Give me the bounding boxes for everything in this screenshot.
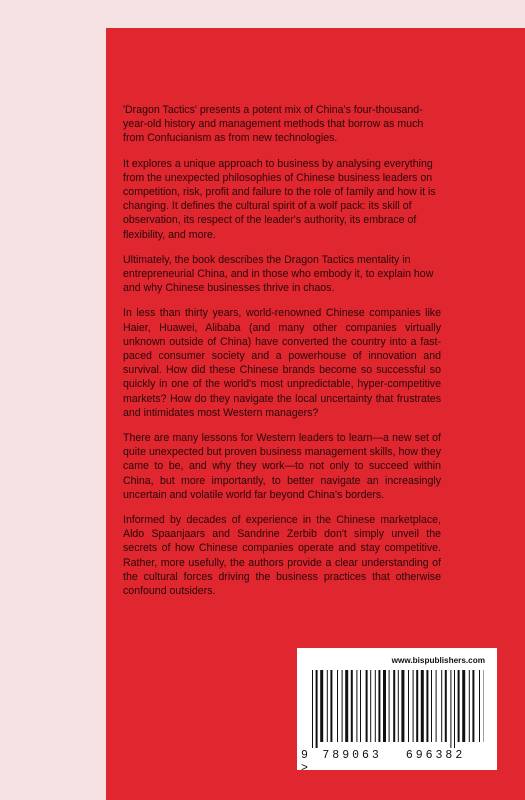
- barcode-bar: [398, 670, 399, 742]
- barcode-bar: [389, 670, 390, 742]
- blurb-paragraph-1: 'Dragon Tactics' presents a potent mix of China's four-thousand-year-old history and management methods that borrow as much from Confucianism as from new technologies.: [123, 104, 424, 145]
- blurb-paragraph-2: It explores a unique approach to business by analysing everything from the unexpected philosophies of Chinese business leaders on competition, risk, profit and failure to the role of family and how it is changing. It defines the cultural spirit of a wolf pack: its skill of observation, its respect of the leader's authority, its embrace of flexibility, and more.: [123, 157, 436, 241]
- barcode-bar: [351, 670, 353, 742]
- isbn-group-1: 789063: [322, 749, 382, 762]
- barcode-bar: [383, 670, 386, 742]
- barcode-bar: [345, 670, 348, 742]
- barcode-bar: [356, 670, 357, 742]
- barcode-bar: [469, 670, 470, 742]
- isbn-barcode: [312, 670, 484, 748]
- barcode-bar: [408, 670, 409, 742]
- barcode-bar: [312, 670, 313, 748]
- barcode-bar: [413, 670, 414, 742]
- blurb-paragraph-6: Informed by decades of experience in the Chinese marketplace, Aldo Spaanjaars and Sandrine Zerbib don't simply unveil the secrets of how Chinese companies operate and stay competitive. Rather, more usefully, the authors provide a clear understanding of the cultural forces driving the business practices that otherwise confound outsiders.: [123, 514, 441, 598]
- barcode-box: [297, 648, 497, 775]
- barcode-bar: [462, 670, 465, 742]
- barcode-bar: [378, 670, 380, 742]
- barcode-bar: [327, 670, 328, 742]
- barcode-bar: [479, 670, 480, 742]
- isbn-group-2: 696382: [405, 749, 466, 762]
- barcode-bar: [360, 670, 361, 742]
- isbn-digits: [301, 749, 493, 775]
- barcode-bar: [472, 670, 474, 742]
- barcode-bar: [393, 670, 395, 742]
- barcode-bar: [416, 670, 418, 742]
- barcode-bar: [458, 670, 460, 742]
- barcode-bar: [431, 670, 432, 742]
- barcode-bar: [342, 670, 343, 742]
- barcode-bar: [401, 670, 404, 742]
- barcode-bar: [337, 670, 338, 742]
- barcode-bar: [316, 670, 318, 748]
- barcode-bar: [366, 670, 368, 742]
- barcode-bar: [454, 670, 455, 748]
- barcode-bar: [445, 670, 447, 742]
- barcode-bar: [426, 670, 428, 742]
- barcode-bar: [450, 670, 451, 748]
- publisher-url: www.bispublishers.com: [391, 656, 485, 665]
- barcode-bar: [370, 670, 371, 742]
- isbn-lead-digit: 9: [301, 749, 309, 762]
- blurb-paragraph-4: In less than thirty years, world-renowned Chinese companies like Haier, Huawei, Alibaba (and many other companies virtually unknown outside of China) have converted the country into a fast-paced consumer society and a powerhouse of innovation and survival. How did these Chinese brands become so successful so quickly in one of the world's most unpredictable, hyper-competitive markets? How do they navigate the local uncertainty that frustrates and intimidates most Western managers?: [123, 307, 441, 419]
- isbn-arrow: >: [301, 762, 309, 775]
- barcode-bar: [320, 670, 323, 742]
- barcode-bar: [375, 670, 376, 742]
- barcode-bar: [441, 670, 442, 742]
- barcode-bar: [421, 670, 424, 742]
- barcode-bar: [330, 670, 332, 742]
- barcode-bar: [436, 670, 437, 742]
- blurb-text: [123, 103, 441, 609]
- blurb-paragraph-3: Ultimately, the book describes the Dragon Tactics mentality in entrepreneurial China, and in those who embody it, to explain how and why Chinese businesses thrive in chaos.: [123, 253, 434, 295]
- blurb-paragraph-5: There are many lessons for Western leaders to learn—a new set of quite unexpected but proven business management skills, how they came to be, and why they work—to not only to succeed within China, but more importantly, to better navigate an increasingly uncertain and volatile world far beyond China's borders.: [123, 432, 441, 501]
